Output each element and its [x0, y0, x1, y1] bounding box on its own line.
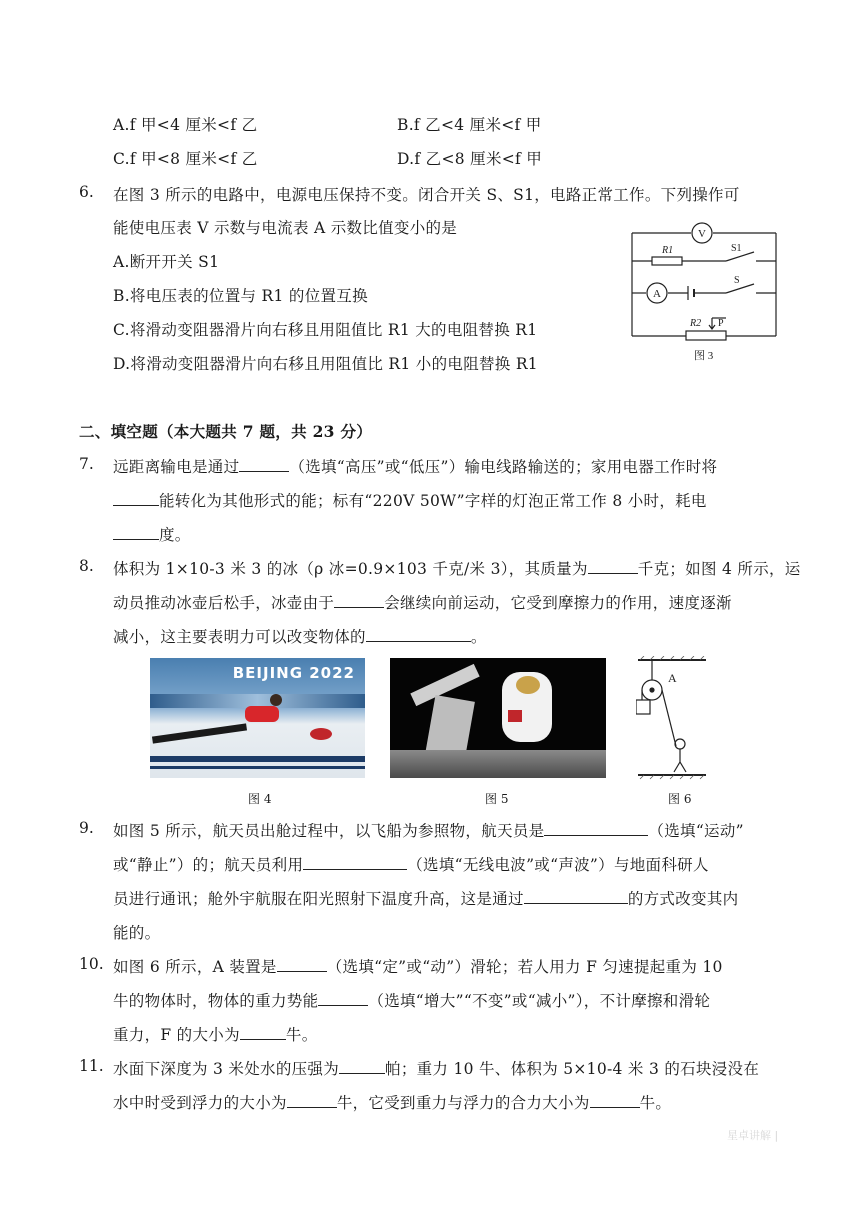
answer-blank[interactable] [113, 524, 159, 540]
q6-option-c: C.将滑动变阻器滑片向右移且用阻值比 R1 大的电阻替换 R1 [113, 321, 538, 339]
q8-text-2a: 动员推动冰壶后松手，冰壶由于 [113, 594, 335, 612]
label-p: P [718, 318, 724, 329]
q6-stem-line1: 在图 3 所示的电路中，电源电压保持不变。闭合开关 S、S1，电路正常工作。下列操作可 [113, 186, 740, 204]
label-r1: R1 [662, 245, 674, 256]
q7-line1 [113, 455, 717, 477]
q9-text-3a: 员进行通讯；舱外宇航服在阳光照射下温度升高，这是通过 [113, 890, 524, 908]
answer-blank[interactable] [588, 558, 638, 574]
q10-text-2a: 牛的物体时，物体的重力势能 [113, 992, 319, 1010]
q5-option-c: C.f 甲<8 厘米<f 乙 [113, 150, 258, 168]
q11-line2 [113, 1091, 671, 1113]
q10-number: 10. [79, 955, 104, 973]
answer-blank[interactable] [366, 626, 471, 642]
q10-text-3a: 重力，F 的大小为 [113, 1026, 240, 1044]
q11-text-2a: 水中时受到浮力的大小为 [113, 1094, 287, 1112]
answer-blank[interactable] [544, 820, 648, 836]
q7-line3 [113, 523, 191, 545]
q7-number: 7. [79, 455, 94, 473]
answer-blank[interactable] [287, 1092, 337, 1108]
answer-blank[interactable] [239, 456, 289, 472]
switch-s-symbol [726, 284, 754, 293]
answer-blank[interactable] [334, 592, 384, 608]
q7-text-3a: 度。 [159, 526, 191, 544]
athlete-figure [245, 706, 279, 722]
q11-text-1b: 帕；重力 10 牛、体积为 5×10-4 米 3 的石块浸没在 [385, 1060, 760, 1078]
label-s1: S1 [731, 243, 742, 254]
q10-line3 [113, 1023, 318, 1045]
hanging-block [636, 700, 650, 714]
q8-text-2b: 会继续向前运动，它受到摩擦力的作用，速度逐渐 [384, 594, 732, 612]
answer-blank[interactable] [590, 1092, 640, 1108]
figure-4-caption: 图 4 [248, 792, 272, 806]
q10-text-2b: （选填“增大”“不变”或“减小”），不计摩擦和滑轮 [368, 992, 711, 1010]
resistor-r1-symbol [652, 257, 682, 265]
q8-line3 [113, 625, 487, 647]
figure-4-banner: BEIJING 2022 [232, 664, 355, 682]
answer-blank[interactable] [318, 990, 368, 1006]
figure-6-caption: 图 6 [668, 792, 692, 806]
q6-number: 6. [79, 183, 94, 201]
q8-text-3a: 减小，这主要表明力可以改变物体的 [113, 628, 366, 646]
q8-line1 [113, 557, 801, 579]
figure-6-pulley [636, 656, 711, 781]
q8-text-1a: 体积为 1×10-3 米 3 的冰（ρ 冰=0.9×103 千克/米 3），其质量为 [113, 560, 588, 578]
answer-blank[interactable] [240, 1024, 286, 1040]
label-r2: R2 [690, 318, 702, 329]
q7-text-1a: 远距离输电是通过 [113, 458, 240, 476]
q10-text-3b: 牛。 [285, 1026, 318, 1044]
answer-blank[interactable] [339, 1058, 385, 1074]
figure-3-circuit [628, 218, 783, 363]
q10-line2 [113, 989, 710, 1011]
q7-line2 [113, 489, 707, 511]
q6-option-a: A.断开开关 S1 [113, 253, 220, 271]
q6-option-d: D.将滑动变阻器滑片向右移且用阻值比 R1 小的电阻替换 R1 [113, 355, 538, 373]
watermark: 星卓讲解 | [727, 1129, 779, 1142]
q11-text-2c: 牛。 [639, 1094, 672, 1112]
q5-option-a: A.f 甲<4 厘米<f 乙 [113, 116, 258, 134]
answer-blank[interactable] [303, 854, 407, 870]
person-figure [675, 739, 685, 749]
q9-line3 [113, 887, 738, 909]
label-v: V [698, 228, 706, 240]
q6-option-b: B.将电压表的位置与 R1 的位置互换 [113, 287, 368, 305]
q11-text-1a: 水面下深度为 3 米处水的压强为 [113, 1060, 340, 1078]
q5-option-b: B.f 乙<4 厘米<f 甲 [397, 116, 542, 134]
q11-number: 11. [79, 1057, 104, 1075]
q9-text-2b: （选填“无线电波”或“声波”）与地面科研人 [407, 856, 709, 874]
figure-5-caption: 图 5 [485, 792, 509, 806]
q7-text-2a: 能转化为其他形式的能；标有“220V 50W”字样的灯泡正常工作 8 小时，耗电 [159, 492, 707, 510]
answer-blank[interactable] [277, 956, 327, 972]
q9-line1 [113, 819, 744, 841]
q9-text-2a: 或“静止”）的；航天员利用 [113, 856, 304, 874]
q10-text-1b: （选填“定”或“动”）滑轮；若人用力 F 匀速提起重为 10 [326, 958, 723, 976]
q8-text-1b: 千克；如图 4 所示，运 [637, 560, 801, 578]
q7-text-1b: （选填“高压”或“低压”）输电线路输送的；家用电器工作时将 [289, 458, 718, 476]
q10-line1 [113, 955, 723, 977]
q6-stem-line2: 能使电压表 V 示数与电流表 A 示数比值变小的是 [113, 219, 458, 237]
q9-line2 [113, 853, 709, 875]
q5-option-d: D.f 乙<8 厘米<f 甲 [397, 150, 543, 168]
label-s: S [734, 275, 740, 286]
q11-text-2b: 牛，它受到重力与浮力的合力大小为 [336, 1094, 590, 1112]
figure-5-photo [390, 658, 606, 778]
label-a: A [653, 288, 661, 300]
q9-number: 9. [79, 819, 94, 837]
q10-text-1a: 如图 6 所示，A 装置是 [113, 958, 277, 976]
answer-blank[interactable] [113, 490, 159, 506]
figure-4-photo [150, 658, 365, 778]
q11-line1 [113, 1057, 759, 1079]
figure-3-caption: 图 3 [694, 350, 714, 362]
q8-line2 [113, 591, 732, 613]
q9-text-3b: 的方式改变其内 [627, 890, 739, 908]
q9-line4: 能的。 [113, 924, 161, 942]
rheostat-r2-symbol [686, 331, 726, 340]
q8-text-3b: 。 [470, 628, 487, 646]
curling-stone [310, 728, 332, 740]
section-2-title: 二、填空题（本大题共 7 题，共 23 分） [79, 422, 373, 441]
label-pulley-a: A [668, 671, 677, 685]
q9-text-1a: 如图 5 所示，航天员出舱过程中，以飞船为参照物，航天员是 [113, 822, 545, 840]
answer-blank[interactable] [524, 888, 628, 904]
q9-text-1b: （选填“运动” [648, 822, 744, 840]
q8-number: 8. [79, 557, 94, 575]
